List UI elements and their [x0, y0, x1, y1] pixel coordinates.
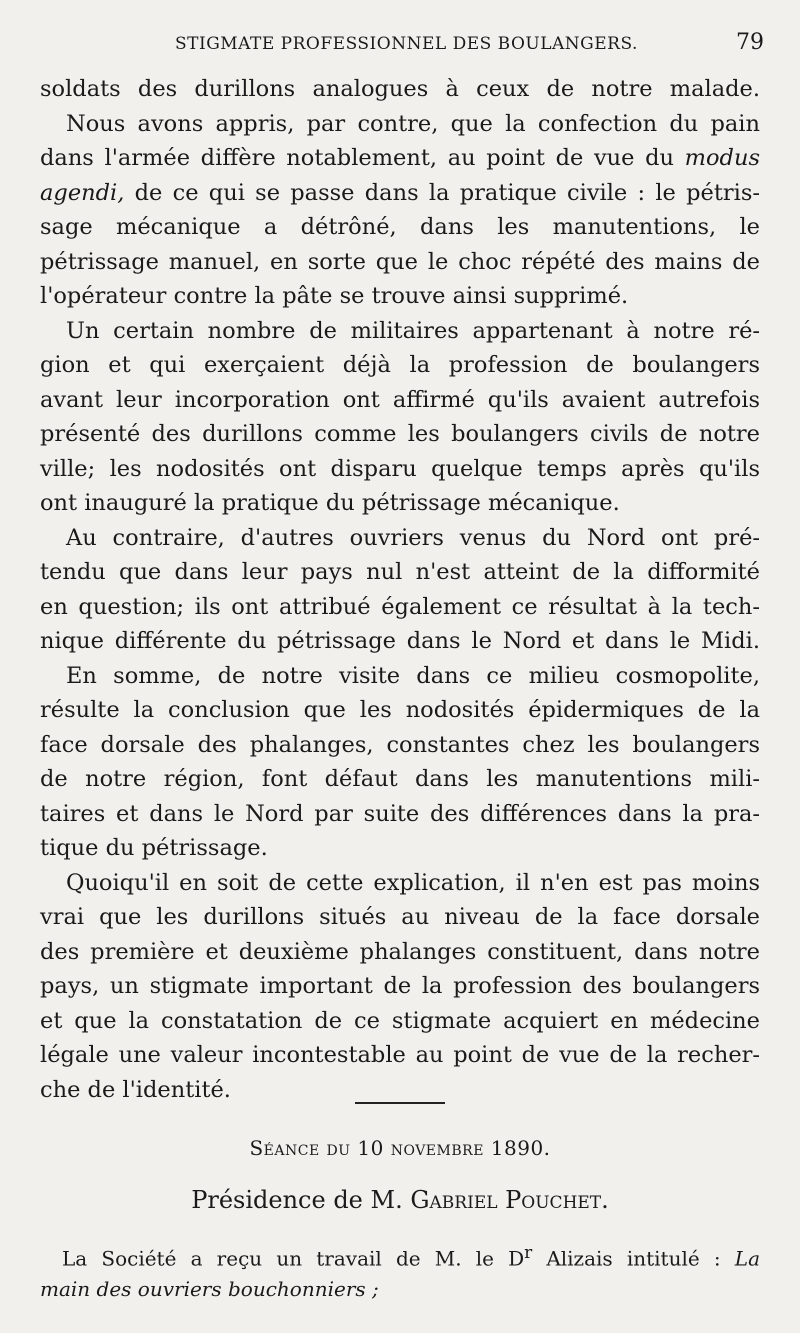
text-line: et que la constatation de ce stigmate acquiert en médecine	[40, 1007, 760, 1034]
running-head	[0, 30, 800, 64]
text-line: de notre région, font défaut dans les manutentions mili-	[40, 766, 760, 792]
italic-title: La	[734, 1246, 760, 1271]
text-line: agendi, de ce qui se passe dans la pratique civile : le pétris-	[40, 179, 760, 206]
text-line: l'opérateur contre la pâte se trouve ainsi supprimé.	[40, 283, 629, 309]
text-line: pétrissage manuel, en sorte que le choc répété des mains de	[40, 248, 760, 275]
page-number: 79	[736, 30, 764, 55]
text-line: pays, un stigmate important de la profession des boulangers	[40, 973, 760, 999]
italic-title: main des ouvriers bouchonniers ;	[40, 1276, 379, 1301]
text-line: présenté des durillons comme les boulangers civils de notre	[40, 421, 760, 447]
italic-term: agendi,	[40, 179, 125, 206]
section-divider	[355, 1102, 445, 1104]
text-line: gion et qui exerçaient déjà la profession de boulangers	[40, 352, 760, 378]
italic-term: modus	[684, 145, 760, 171]
text-line: nique différente du pétrissage dans le Nord et dans le Midi.	[40, 628, 760, 654]
text-line: ont inauguré la pratique du pétrissage mécanique.	[40, 490, 620, 516]
seance-prefix: Séance du	[249, 1136, 351, 1160]
text-line: vrai que les durillons situés au niveau de la face dorsale	[40, 904, 760, 930]
text-line: dans l'armée diffère notablement, au point de vue du modus	[40, 145, 760, 171]
text-line: en question; ils ont attribué également ce résultat à la tech-	[40, 593, 760, 620]
seance-date: 10 novembre 1890.	[357, 1136, 551, 1160]
final-paragraph	[40, 1238, 760, 1304]
text-line: tique du pétrissage.	[40, 835, 268, 861]
seance-heading	[0, 1136, 800, 1160]
presidence-heading	[0, 1186, 800, 1214]
text-line: Quoiqu'il en soit de cette explication, il n'en est pas moins	[66, 869, 760, 896]
running-title: STIGMATE PROFESSIONNEL DES BOULANGERS.	[175, 34, 638, 54]
superscript: r	[524, 1243, 533, 1262]
text-line: tendu que dans leur pays nul n'est atteint de la difformité	[40, 559, 760, 585]
text-line: Nous avons appris, par contre, que la confection du pain	[66, 110, 760, 137]
text-line: Un certain nombre de militaires appartenant à notre ré-	[66, 317, 760, 344]
text-line: che de l'identité.	[40, 1076, 231, 1103]
text-line: ville; les nodosités ont disparu quelque temps après qu'ils	[40, 455, 760, 482]
text-line	[40, 1274, 760, 1304]
text-line: La Société a reçu un travail de M. le $D^r$ Alizais intitulé : La	[62, 1243, 760, 1271]
text-line: sage mécanique a détrôné, dans les manutentions, le	[40, 214, 760, 240]
text-line: Au contraire, d'autres ouvriers venus du Nord ont pré-	[66, 524, 760, 551]
president-name: Gabriel Pouchet.	[410, 1186, 609, 1214]
text-line: légale une valeur incontestable au point de vue de la recher-	[40, 1042, 760, 1068]
text-line: résulte la conclusion que les nodosités épidermiques de la	[40, 697, 760, 723]
text-line: soldats des durillons analogues à ceux de notre malade.	[40, 76, 760, 102]
text-line: avant leur incorporation ont affirmé qu'ils avaient autrefois	[40, 386, 760, 413]
presidence-prefix: Présidence de M.	[191, 1186, 403, 1214]
text-line: face dorsale des phalanges, constantes chez les boulangers	[40, 731, 760, 758]
body-text	[40, 72, 760, 1107]
text-line: des première et deuxième phalanges constituent, dans notre	[40, 938, 760, 965]
text-line: En somme, de notre visite dans ce milieu cosmopolite,	[66, 662, 760, 689]
text-line: taires et dans le Nord par suite des différences dans la pra-	[40, 800, 760, 827]
